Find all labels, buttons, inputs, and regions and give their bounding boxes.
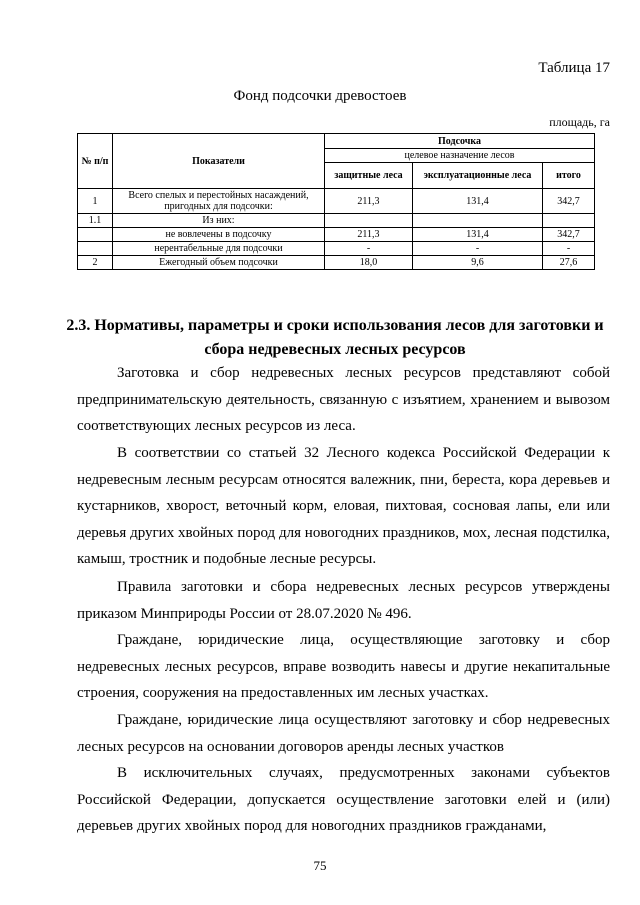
cell-protective: [325, 214, 413, 228]
table-row: [78, 242, 595, 256]
cell-label: Всего спелых и перестойных насаждений, пригодных для подсочки:: [113, 189, 325, 214]
table-row: [78, 189, 595, 214]
header-indicator: Показатели: [113, 134, 325, 189]
cell-label: Из них:: [113, 214, 325, 228]
cell-protective: 211,3: [325, 189, 413, 214]
header-total: итого: [543, 163, 595, 189]
table-number: Таблица 17: [538, 60, 610, 76]
cell-protective: 211,3: [325, 228, 413, 242]
cell-total: 342,7: [543, 228, 595, 242]
cell-label: нерентабельные для подсочки: [113, 242, 325, 256]
paragraph: Правила заготовки и сбора недревесных лесных ресурсов утверждены приказом Минприроды России от 28.07.2020 № 496.: [77, 579, 610, 622]
section-heading: 2.3. Нормативы, параметры и сроки использования лесов для заготовки и сбора недревесных лесных ресурсов: [66, 317, 604, 358]
cell-protective: -: [325, 242, 413, 256]
header-group: Подсочка: [325, 134, 595, 149]
paragraph: Граждане, юридические лица, осуществляющие заготовку и сбор недревесных лесных ресурсов, вправе возводить навесы и другие некапитальные строения, сооружения на предоставленных им лесных участках.: [77, 632, 610, 701]
cell-total: -: [543, 242, 595, 256]
cell-num: [78, 228, 113, 242]
cell-num: [78, 242, 113, 256]
paragraph: В исключительных случаях, предусмотренных законами субъектов Российской Федерации, допускается осуществление заготовки елей и (или) деревьев других хвойных пород для новогодних праздников гражданами,: [77, 765, 610, 834]
table-title: Фонд подсочки древостоев: [233, 88, 407, 104]
cell-exploitation: [413, 214, 543, 228]
cell-label: Ежегодный объем подсочки: [113, 256, 325, 270]
cell-exploitation: 131,4: [413, 189, 543, 214]
cell-total: 27,6: [543, 256, 595, 270]
cell-exploitation: -: [413, 242, 543, 256]
header-exploitation: эксплуатационные леса: [413, 163, 543, 189]
paragraph: Граждане, юридические лица осуществляют заготовку и сбор недревесных лесных ресурсов на основании договоров аренды лесных участков: [77, 712, 610, 755]
cell-num: 1.1: [78, 214, 113, 228]
cell-exploitation: 131,4: [413, 228, 543, 242]
cell-label: не вовлечены в подсочку: [113, 228, 325, 242]
cell-protective: 18,0: [325, 256, 413, 270]
unit-label: площадь, га: [549, 115, 610, 129]
table-row: [78, 256, 595, 270]
cell-total: [543, 214, 595, 228]
header-protective: защитные леса: [325, 163, 413, 189]
header-num: № п/п: [78, 134, 113, 189]
paragraph: Заготовка и сбор недревесных лесных ресурсов представляют собой предпринимательскую деятельность, связанную с изъятием, хранением и вывозом соответствующих лесных ресурсов из леса.: [77, 365, 610, 434]
table-row: [78, 228, 595, 242]
cell-num: 2: [78, 256, 113, 270]
cell-exploitation: 9,6: [413, 256, 543, 270]
table-row: [78, 214, 595, 228]
paragraph: В соответствии со статьей 32 Лесного кодекса Российской Федерации к недревесным лесным ресурсам относятся валежник, пни, береста, кора деревьев и кустарников, хворост, веточный корм, еловая, пихтовая, сосновая лапы, ели или деревья других хвойных пород для новогодних праздников, мох, лесная подстилка, камыш, тростник и подобные лесные ресурсы.: [77, 445, 610, 567]
page-number: 75: [313, 858, 327, 873]
header-subgroup: целевое назначение лесов: [325, 149, 595, 163]
cell-total: 342,7: [543, 189, 595, 214]
cell-num: 1: [78, 189, 113, 214]
data-table: [77, 133, 595, 270]
